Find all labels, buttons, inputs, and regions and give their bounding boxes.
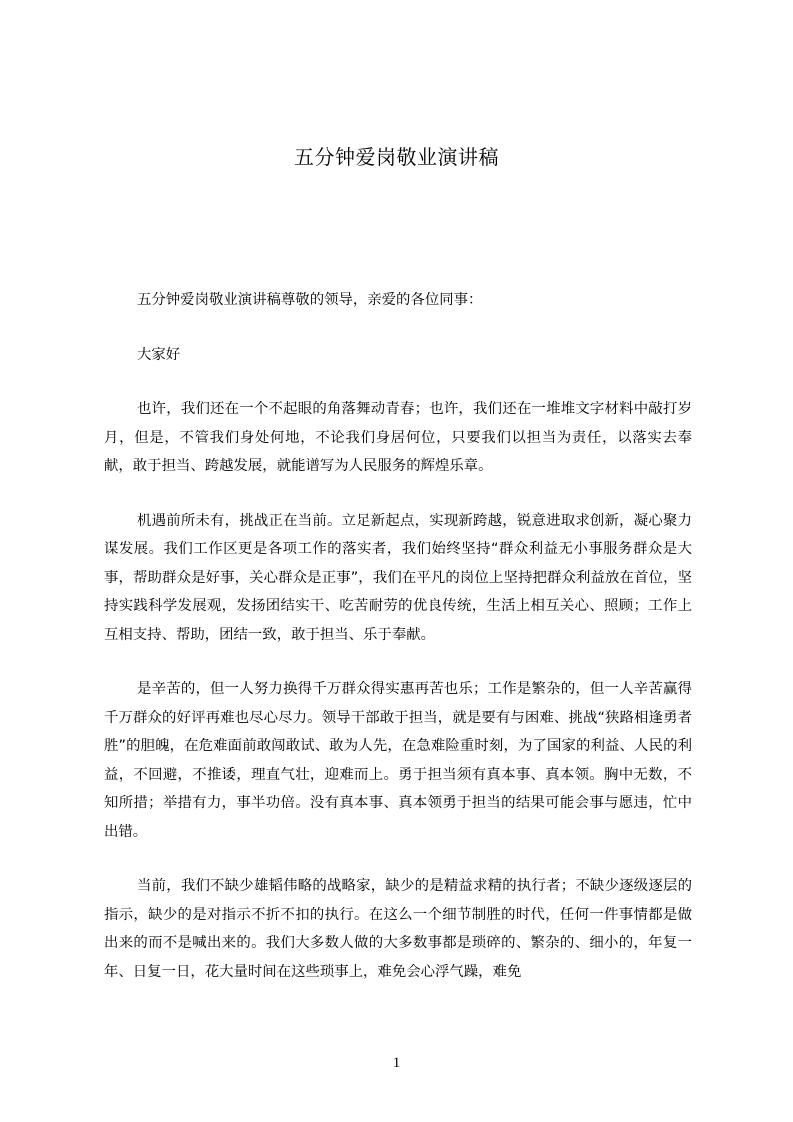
page-number: 1 xyxy=(392,1055,401,1071)
greeting-paragraph: 大家好 xyxy=(137,346,181,363)
document-body xyxy=(104,286,692,986)
body-paragraph-4: 当前，我们不缺少雄韬伟略的战略家，缺少的是精益求精的执行者；不缺少逐级逐层的指示，缺少的是对指示不折不扣的执行。在这么一个细节制胜的时代，任何一件事情都是做出来的而不是喊出来的。我们大多数人做的大多数事都是琐碎的、繁杂的、细小的，年复一年、日复一日，花大量时间在这些琐事上，难免会心浮气躁，难免 xyxy=(104,878,692,980)
body-paragraph-3: 是辛苦的，但一人努力换得千万群众得实惠再苦也乐；工作是繁杂的，但一人辛苦赢得千万群众的好评再难也尽心尽力。领导干部敢于担当，就是要有与困难、挑战“狭路相逢勇者胜”的胆魄，在危难面前敢闯敢试、敢为人先，在急难险重时刻，为了国家的利益、人民的利益，不回避，不推诿，理直气壮，迎难而上。勇于担当须有真本事、真本领。胸中无数，不知所措；举措有力，事半功倍。没有真本事、真本领勇于担当的结果可能会事与愿违，忙中出错。 xyxy=(104,681,692,840)
body-paragraph-2: 机遇前所未有，挑战正在当前。立足新起点，实现新跨越，锐意进取求创新，凝心聚力谋发展。我们工作区更是各项工作的落实者，我们始终坚持“群众利益无小事服务群众是大事，帮助群众是好事，关心群众是正事”，我们在平凡的岗位上坚持把群众利益放在首位，坚持实践科学发展观，发扬团结实干、吃苦耐劳的优良传统，生活上相互关心、照顾；工作上互相支持、帮助，团结一致，敢于担当、乐于奉献。 xyxy=(104,512,692,643)
body-paragraph-1: 也许，我们还在一个不起眼的角落舞动青春；也许，我们还在一堆堆文字材料中敲打岁月，但是，不管我们身处何地，不论我们身居何位，只要我们以担当为责任，以落实去奉献，敢于担当、跨越发展，就能谱写为人民服务的辉煌乐章。 xyxy=(104,401,692,474)
document-title: 五分钟爱岗敬业演讲稿 xyxy=(294,145,499,169)
salutation-paragraph: 五分钟爱岗敬业演讲稿尊敬的领导，亲爱的各位同事： xyxy=(137,292,483,308)
